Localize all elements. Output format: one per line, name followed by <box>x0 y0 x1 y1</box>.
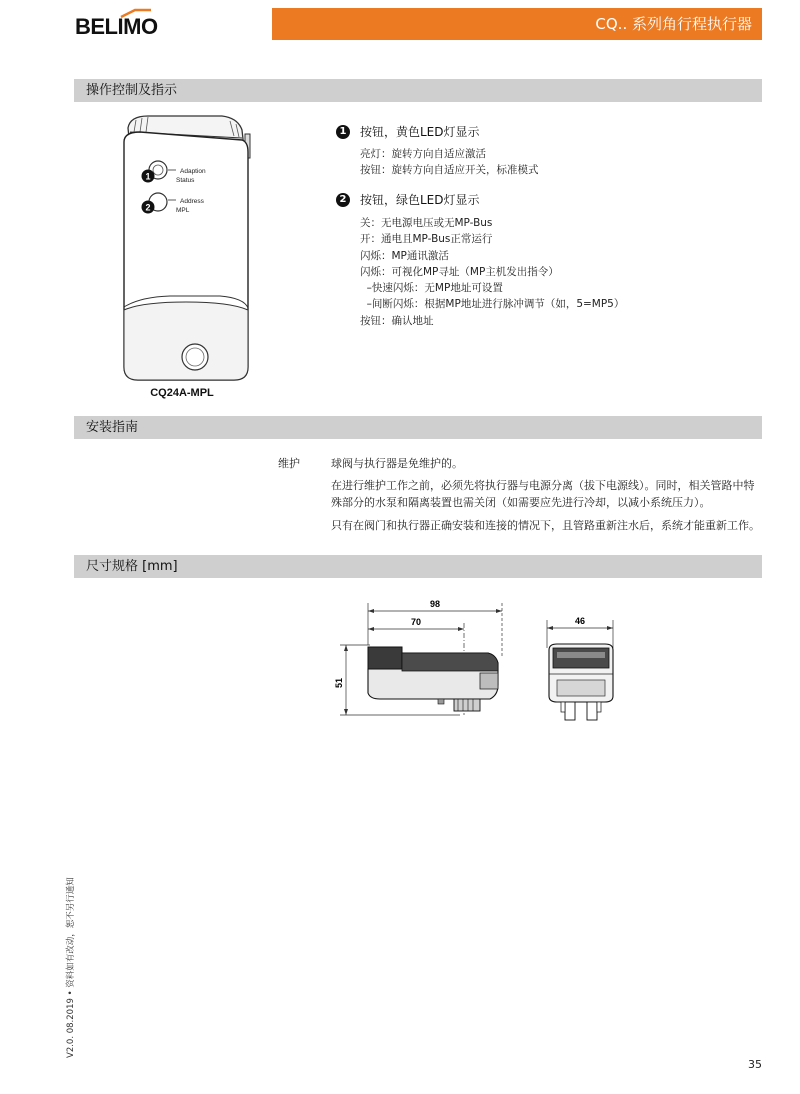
item-2-line: 闪烁：可视化MP寻址（MP主机发出指令） <box>360 265 559 278</box>
figure-label-mpl: MPL <box>176 207 190 214</box>
section-install-title: 安装指南 <box>86 420 139 435</box>
section-dimensions-title: 尺寸规格 [mm] <box>86 559 178 574</box>
section-dimensions-header <box>74 555 762 578</box>
item-1-line: 亮灯：旋转方向自适应激活 <box>360 148 486 160</box>
section-control-title: 操作控制及指示 <box>86 83 178 98</box>
item-2-line: –间断闪烁：根据MP地址进行脉冲调节（如，5=MP5） <box>360 298 625 311</box>
item-1-details <box>360 146 539 179</box>
figure-label-status: Status <box>176 177 195 184</box>
item-2-heading <box>336 191 480 208</box>
dimension-front-view <box>535 610 625 730</box>
dim-51-label: 51 <box>334 677 344 689</box>
item-2-line: 关：无电源电压或无MP-Bus <box>360 217 493 229</box>
install-label: 维护 <box>278 457 300 470</box>
actuator-front-figure <box>110 112 270 402</box>
item-2-number-badge: 2 <box>336 193 350 207</box>
figure-label-address: Address <box>180 198 204 205</box>
figure-marker-1: 1 <box>145 171 151 182</box>
item-1-line: 按钮：旋转方向自适应开关，标准模式 <box>360 164 539 177</box>
dimension-side-view <box>330 595 510 730</box>
dim-70-label: 70 <box>410 617 422 627</box>
revision-note: V2.0. 08.2019 • 资料如有改动，恕不另行通知 <box>66 877 76 1058</box>
header-title-bar <box>272 8 762 40</box>
figure-label-adaption: Adaption <box>180 168 206 175</box>
section-control-header <box>74 79 762 102</box>
item-2-line: –快速闪烁：无MP地址可设置 <box>360 282 503 295</box>
install-paragraph: 球阀与执行器是免维护的。 <box>331 457 463 470</box>
figure-marker-2: 2 <box>145 202 151 213</box>
item-2-line: 闪烁：MP通讯激活 <box>360 249 449 262</box>
figure-model-label: CQ24A-MPL <box>150 387 214 399</box>
item-1-number-badge: 1 <box>336 125 350 139</box>
logo-mark-icon <box>119 8 153 18</box>
install-paragraph: 只有在阀门和执行器正确安装和连接的情况下，且管路重新注水后，系统才能重新工作。 <box>331 519 760 532</box>
page-number: 35 <box>748 1058 762 1071</box>
logo-text: BELIMO <box>75 14 158 39</box>
dim-46-label: 46 <box>574 616 586 626</box>
item-2-title: 按钮，绿色LED灯显示 <box>360 193 480 207</box>
item-1-title: 按钮，黄色LED灯显示 <box>360 125 480 139</box>
install-paragraph: 在进行维护工作之前，必须先将执行器与电源分离（拔下电源线）。同时，相关管路中特殊部分的水泵和隔离装置也需关闭（如需要应先进行冷却，以减小系统压力）。 <box>331 479 755 509</box>
item-1-heading <box>336 123 480 140</box>
section-install-header <box>74 416 762 439</box>
item-2-line: 开：通电且MP-Bus正常运行 <box>360 233 493 246</box>
item-2-line: 按钮：确认地址 <box>360 314 434 327</box>
dim-98-label: 98 <box>429 599 441 609</box>
item-2-details <box>360 215 624 329</box>
page-title: CQ.. 系列角行程执行器 <box>595 15 752 33</box>
